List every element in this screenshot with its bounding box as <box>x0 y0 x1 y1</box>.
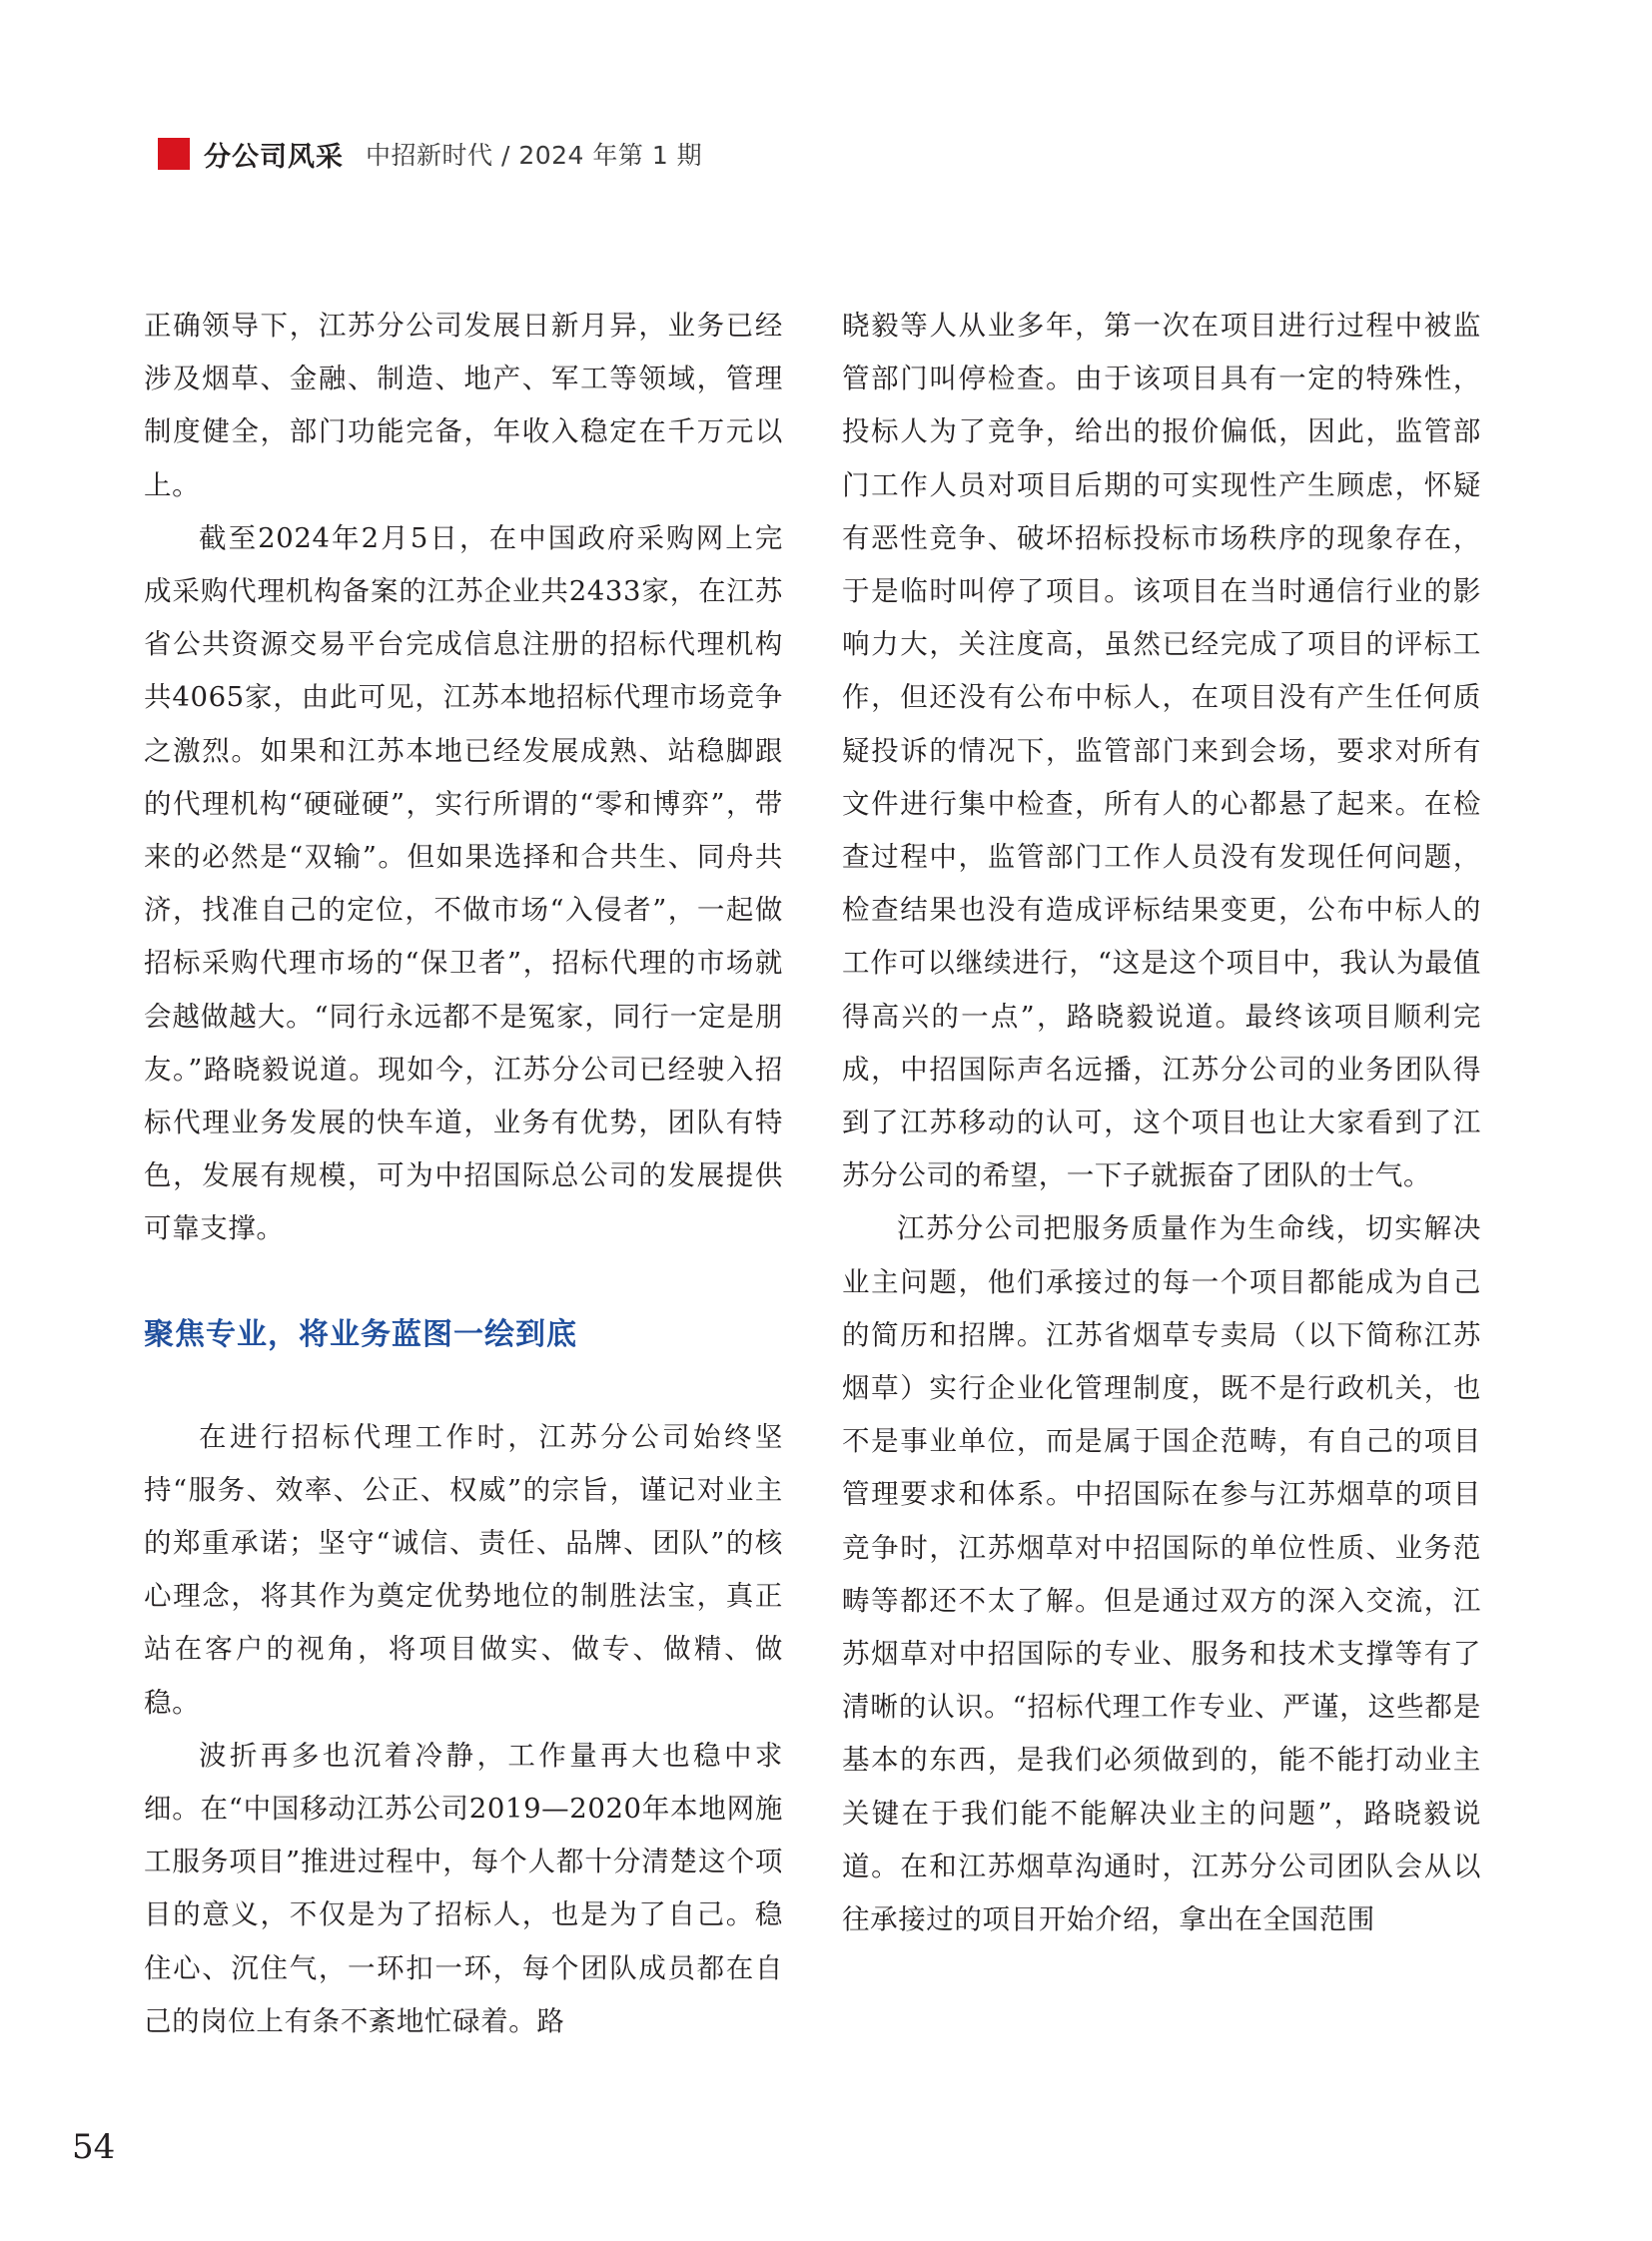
section-title: 分公司风采 <box>204 141 344 173</box>
paragraph: 在进行招标代理工作时，江苏分公司始终坚持“服务、效率、公正、权威”的宗旨，谨记对业主的郑重承诺；坚守“诚信、责任、品牌、团队”的核心理念，将其作为奠定优势地位的制胜法宝，真正站在客户的视角，将项目做实、做专、做精、做稳。 <box>144 1420 783 1719</box>
right-column <box>842 300 1481 1946</box>
section-marker <box>158 138 190 170</box>
paragraph: 晓毅等人从业多年，第一次在项目进行过程中被监管部门叫停检查。由于该项目具有一定的特殊性，投标人为了竞争，给出的报价偏低，因此，监管部门工作人员对项目后期的可实现性产生顾虑，怀疑有恶性竞争、破坏招标投标市场秩序的现象存在，于是临时叫停了项目。该项目在当时通信行业的影响力大，关注度高，虽然已经完成了项目的评标工作，但还没有公布中标人，在项目没有产生任何质疑投诉的情况下，监管部门来到会场，要求对所有文件进行集中检查，所有人的心都悬了起来。在检查过程中，监管部门工作人员没有发现任何问题，检查结果也没有造成评标结果变更，公布中标人的工作可以继续进行，“这是这个项目中，我认为最值得高兴的一点”，路晓毅说道。最终该项目顺利完成，中招国际声名远播，江苏分公司的业务团队得到了江苏移动的认可，这个项目也让大家看到了江苏分公司的希望，一下子就振奋了团队的士气。 <box>842 310 1481 1192</box>
paragraph: 截至2024年2月5日，在中国政府采购网上完成采购代理机构备案的江苏企业共2433家，在江苏省公共资源交易平台完成信息注册的招标代理机构共4065家，由此可见，江苏本地招标代理市场竞争之激烈。如果和江苏本地已经发展成熟、站稳脚跟的代理机构“硬碰硬”，实行所谓的“零和博弈”，带来的必然是“双输”。但如果选择和合共生、同舟共济，找准自己的定位，不做市场“入侵者”，一起做招标采购代理市场的“保卫者”，招标代理的市场就会越做越大。“同行永远都不是冤家，同行一定是朋友。”路晓毅说道。现如今，江苏分公司已经驶入招标代理业务发展的快车道，业务有优势，团队有特色，发展有规模，可为中招国际总公司的发展提供可靠支撑。 <box>144 521 783 1245</box>
issue-label: 中招新时代 / 2024 年第 1 期 <box>366 141 703 170</box>
section-heading: 聚焦专业，将业务蓝图一绘到底 <box>144 1316 577 1352</box>
left-column <box>144 300 783 2048</box>
page-header <box>158 134 702 174</box>
page-number: 54 <box>72 2127 116 2167</box>
paragraph: 波折再多也沉着冷静，工作量再大也稳中求细。在“中国移动江苏公司2019—2020年本地网施工服务项目”推进过程中，每个人都十分清楚这个项目的意义，不仅是为了招标人，也是为了自己。稳住心、沉住气，一环扣一环，每个团队成员都在自己的岗位上有条不紊地忙碌着。路 <box>144 1739 783 2037</box>
paragraph: 江苏分公司把服务质量作为生命线，切实解决业主问题，他们承接过的每一个项目都能成为自己的简历和招牌。江苏省烟草专卖局（以下简称江苏烟草）实行企业化管理制度，既不是行政机关，也不是事业单位，而是属于国企范畴，有自己的项目管理要求和体系。中招国际在参与江苏烟草的项目竞争时，江苏烟草对中招国际的单位性质、业务范畴等都还不太了解。但是通过双方的深入交流，江苏烟草对中招国际的专业、服务和技术支撑等有了清晰的认识。“招标代理工作专业、严谨，这些都是基本的东西，是我们必须做到的，能不能打动业主关键在于我们能不能解决业主的问题”，路晓毅说道。在和江苏烟草沟通时，江苏分公司团队会从以往承接过的项目开始介绍，拿出在全国范围 <box>842 1212 1481 1936</box>
paragraph: 正确领导下，江苏分公司发展日新月异，业务已经涉及烟草、金融、制造、地产、军工等领域，管理制度健全，部门功能完备，年收入稳定在千万元以上。 <box>144 310 783 501</box>
